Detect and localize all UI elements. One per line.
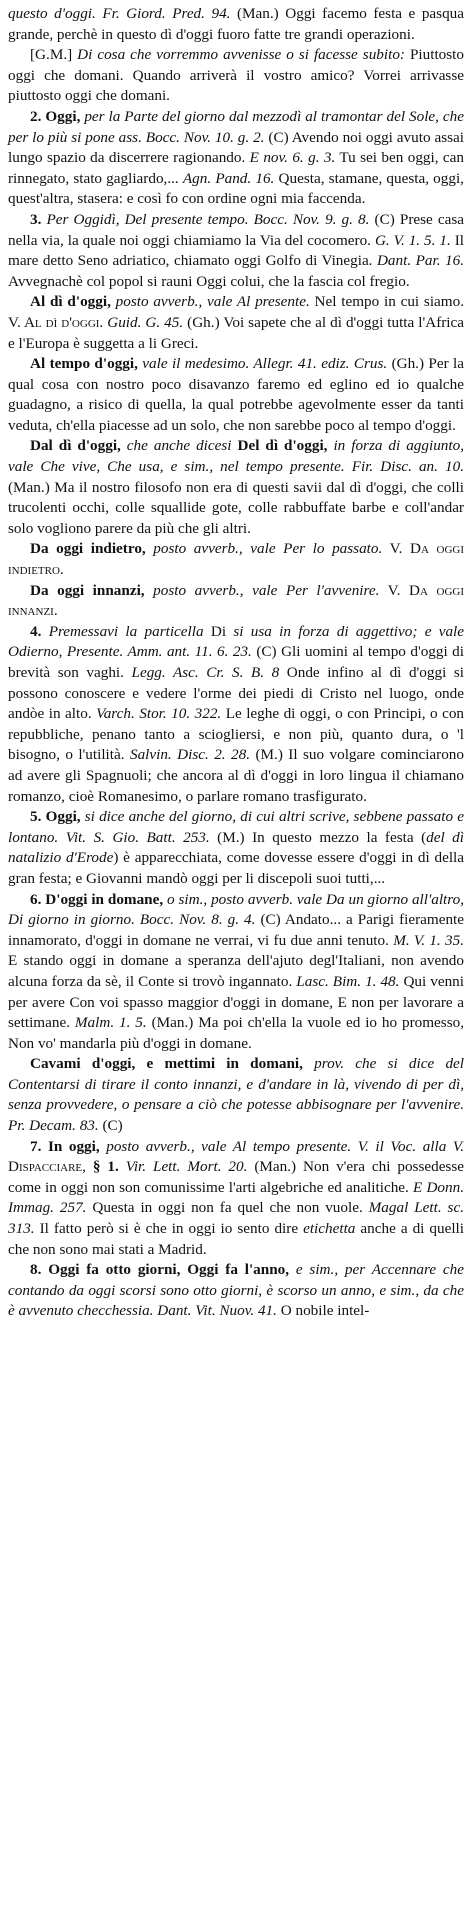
italic-text: G. V. 1. 5. 1. <box>374 231 451 249</box>
entry-paragraph-p2 <box>8 107 464 210</box>
body-text: Di <box>203 622 234 640</box>
small-caps-reference: Da oggi innanzi. <box>8 581 464 620</box>
body-text: Piuttosto oggi che domani. Quando arriverà il vostro amico? Vorrei arrivasse piuttosto oggi che domani. <box>8 46 464 105</box>
entry-paragraph-p7 <box>8 539 464 580</box>
body-text: V. <box>379 581 410 599</box>
italic-text: Salvin. Disc. 2. 28. <box>129 746 251 764</box>
italic-text: Premessavi la particella <box>48 622 204 640</box>
entry-headword: 3. <box>30 210 47 228</box>
dictionary-column <box>8 4 464 1322</box>
italic-text: o sim., posto avverb. vale Da un giorno all'altro, Di giorno in giorno. Bocc. Nov. 8. g. 4. <box>8 890 464 929</box>
body-text: ) è apparecchiata, come dovesse essere d'oggi in dì della gran festa; e Giovanni mandò oggi per li discepoli suoi tutti,... <box>8 849 464 887</box>
body-text: Le leghe di oggi, o con Principi, o con repubbliche, penano tanto a sciogliersi, e non più, quanto dura, o 'l bisogno, o l'utilità. <box>8 705 465 764</box>
italic-text: del dì natalizio d'Erode <box>8 828 464 867</box>
italic-text: che anche dicesi <box>120 437 238 455</box>
body-text: (Man.) Ma poi ch'ella la vuole ed io ho promesso, Non vo' mandarla più d'oggi in domane. <box>8 1014 465 1052</box>
italic-text: posto avverb., vale Al tempo presente. V. il Voc. alla V. <box>99 1137 464 1155</box>
entry-headword: 2. Oggi, <box>30 107 81 125</box>
body-text: (Gh.) Voi sapete che al dì d'oggi tutta l'Africa e l'Europa è suggetta a li Greci. <box>8 313 465 352</box>
entry-headword: 4. <box>30 622 49 640</box>
italic-text: Dant. Par. 16. <box>376 252 464 270</box>
italic-text: si usa in forza di aggettivo; e vale Odierno, Presente. Amm. ant. 11. 6. 23. <box>8 622 465 661</box>
entry-paragraph-p11 <box>8 890 464 1055</box>
italic-text: M. V. 1. 35. <box>393 931 464 949</box>
italic-text: posto avverb., vale Al presente. <box>110 293 310 311</box>
italic-text: Legg. Asc. Cr. S. B. 8 <box>131 664 280 681</box>
italic-text: posto avverb., vale Per l'avvenire. <box>144 581 380 599</box>
body-text: (Man.) Non v'era chi possedesse come in oggi non son comunissime l'arti algebriche ed analitiche. <box>8 1158 464 1196</box>
body-text: Il mare detto Seno adriatico, chiamato oggi Golfo di Vinegia. <box>8 231 465 270</box>
body-text: Nel tempo in cui siamo. <box>309 293 464 311</box>
body-text: (C) <box>98 1117 123 1135</box>
entry-paragraph-p8 <box>8 581 464 622</box>
italic-text: posto avverb., vale Per lo passato. <box>145 540 383 558</box>
entry-headword: Al tempo d'oggi, <box>30 355 138 373</box>
body-text: O nobile intel- <box>276 1302 370 1320</box>
italic-text: Agn. Pand. 16. <box>182 169 275 187</box>
body-text: (M.) Il suo volgare cominciarono ad avere gli Spagnuoli; che ancora al dì d'oggi in loro lingua il chiamano romanzo, cioè Romanesimo, o parlare romano trasfigurato. <box>8 746 464 805</box>
italic-text: Malm. 1. 5. <box>74 1014 147 1032</box>
body-text: (M.) In questo mezzo la festa ( <box>209 828 427 846</box>
entry-paragraph-p12 <box>8 1054 464 1136</box>
small-caps-reference: Da oggi indietro. <box>8 540 464 579</box>
body-text: Qui venni per avere Con voi spasso maggior d'oggi in domane, E non per lavorare a settimane. <box>8 972 464 1032</box>
italic-text: e sim., per Accennare che contando da oggi scorsi sono otto giorni, è scorso un anno, e sim., da che è avvenuto checchessia. Dant. Vit. Nuov. 41. <box>8 1261 464 1320</box>
entry-paragraph-p5 <box>8 354 464 436</box>
body-text: Il fatto però si è che in oggi io sento dire <box>34 1220 304 1238</box>
entry-headword: 8. Oggi fa otto giorni, Oggi fa l'anno, <box>30 1261 290 1279</box>
body-text: Tu sei ben oggi, can rinnegato, stato gagliardo,... <box>8 149 464 187</box>
entry-headword: Al dì d'oggi, <box>30 293 111 311</box>
body-text: [G.M.] <box>30 46 78 64</box>
body-text: (Gh.) Per la qual cosa con nostro poco disavanzo faremo ed eglino ed io qualche guadagno, a risico di quella, la qual potrebbe agevolmente esser da tanti veduta, ch'ella piacesse ad un solo, che non sarebbe poco al tempo d'oggi. <box>8 355 464 434</box>
body-text: V. <box>382 540 410 558</box>
italic-text: Guid. G. 45. <box>107 313 184 331</box>
italic-text: etichetta <box>303 1220 356 1238</box>
entry-paragraph-p3 <box>8 210 464 292</box>
entry-paragraph-p1 <box>8 45 464 107</box>
entry-paragraph-p0 <box>8 4 464 45</box>
italic-text: E nov. 6. g. 3. <box>249 149 336 167</box>
body-text: (C) Gli uomini al tempo d'oggi di brevità son vaghi. <box>8 643 464 681</box>
italic-text: Per Oggidì, Del presente tempo. Bocc. Nov. 9. g. 8. <box>46 210 370 228</box>
entry-paragraph-p10 <box>8 807 464 889</box>
italic-text: si dice anche del giorno, di cui altri scrive, sebbene passato e lontano. Vit. S. Gio. Batt. 253. <box>8 808 464 846</box>
italic-text: Varch. Stor. 10. 322. <box>96 705 222 723</box>
entry-headword: Cavami d'oggi, e mettimi in domani, <box>30 1055 303 1073</box>
entry-headword: § 1. <box>85 1158 126 1176</box>
body-text: (C) Avendo noi oggi avuto assai lungo spazio da discerrere ragionando. <box>8 128 464 167</box>
entry-paragraph-p4 <box>8 292 464 354</box>
italic-text: E Donn. Immag. 257. <box>8 1178 464 1217</box>
body-text: Questa in oggi non fa quel che non vuole. <box>86 1199 369 1217</box>
entry-paragraph-p9 <box>8 622 464 807</box>
italic-text: questo d'oggi. Fr. Giord. Pred. 94. <box>8 5 231 22</box>
italic-text: per la Parte del giorno dal mezzodì al tramontar del Sole, che per lo più si pone ass. Bocc. Nov. 10. g. 2. <box>8 107 464 146</box>
body-text: Avvegnachè col popol si rauni Oggi colui, che la fascia col fregio. <box>8 272 410 290</box>
entry-headword: Del dì d'oggi, <box>237 437 328 455</box>
entry-headword: Dal dì d'oggi, <box>30 437 121 455</box>
body-text: (C) Prese casa nella via, la quale noi oggi chiamiamo la Via del cocomero. <box>8 210 464 249</box>
small-caps-reference: V. Al dì d'oggi. <box>8 313 104 331</box>
body-text: (Man.) Ma il nostro filosofo non era di questi savii dal dì d'oggi, che colli trucolenti occhi, colle squallide gote, colle rabbuffate barbe e coll'andar solo vogliono parere da più che gli altri. <box>8 478 464 537</box>
entry-headword: 7. In oggi, <box>30 1137 100 1155</box>
italic-text: in forza di aggiunto, vale Che vive, Che usa, e sim., nel tempo presente. Fir. Disc. an. 10. <box>8 437 465 476</box>
italic-text: prov. che si dice del Contentarsi di tirare il conto innanzi, e d'andare in là, vivendo di per dì, senza provvedere, o pensare a ciò che potesse abbisognare per l'avvenire. Pr. Decam. 83. <box>8 1055 464 1135</box>
italic-text: Lasc. Bim. 1. 48. <box>296 972 400 990</box>
entry-headword: 5. Oggi, <box>30 808 81 826</box>
body-text: (Man.) Oggi facemo festa e pasqua grande, perchè in questo dì d'oggi fuoro fatte tre grandi operazioni. <box>8 5 464 43</box>
body-text: (C) Andato... a Parigi fieramente innamorato, d'oggi in domane ne verrai, vi fu due anni tenuto. <box>8 911 464 949</box>
italic-text: Vir. Lett. Mort. 20. <box>125 1158 248 1176</box>
entry-paragraph-p14 <box>8 1260 464 1322</box>
entry-paragraph-p6 <box>8 436 464 539</box>
italic-text: Magal Lett. sc. 313. <box>8 1199 464 1238</box>
body-text: anche a di quelli che non sono mai stati a Madrid. <box>8 1220 464 1258</box>
italic-text: vale il medesimo. Allegr. 41. ediz. Crus. <box>137 355 388 373</box>
body-text: Onde infino al dì d'oggi si possono conoscere e vedere l'orme dei piedi di Cristo nel luogo, onde andòe in alto. <box>8 664 464 723</box>
entry-headword: Da oggi innanzi, <box>30 581 145 599</box>
small-caps-reference: Dispacciare, <box>8 1158 86 1176</box>
entry-headword: 6. D'oggi in domane, <box>30 890 164 908</box>
italic-text: Di cosa che vorremmo avvenisse o si facesse subito: <box>77 46 405 64</box>
entry-headword: Da oggi indietro, <box>30 540 146 558</box>
body-text: E stando oggi in domane a speranza dell'ajuto degl'Italiani, non avendo alcuna forza da sè, il Conte si trovò ingannato. <box>8 952 464 990</box>
entry-paragraph-p13 <box>8 1137 464 1261</box>
body-text: Questa, stamane, questa, oggi, quest'altra, stasera: e così fo con ordine ogni mia faccenda. <box>8 169 464 208</box>
